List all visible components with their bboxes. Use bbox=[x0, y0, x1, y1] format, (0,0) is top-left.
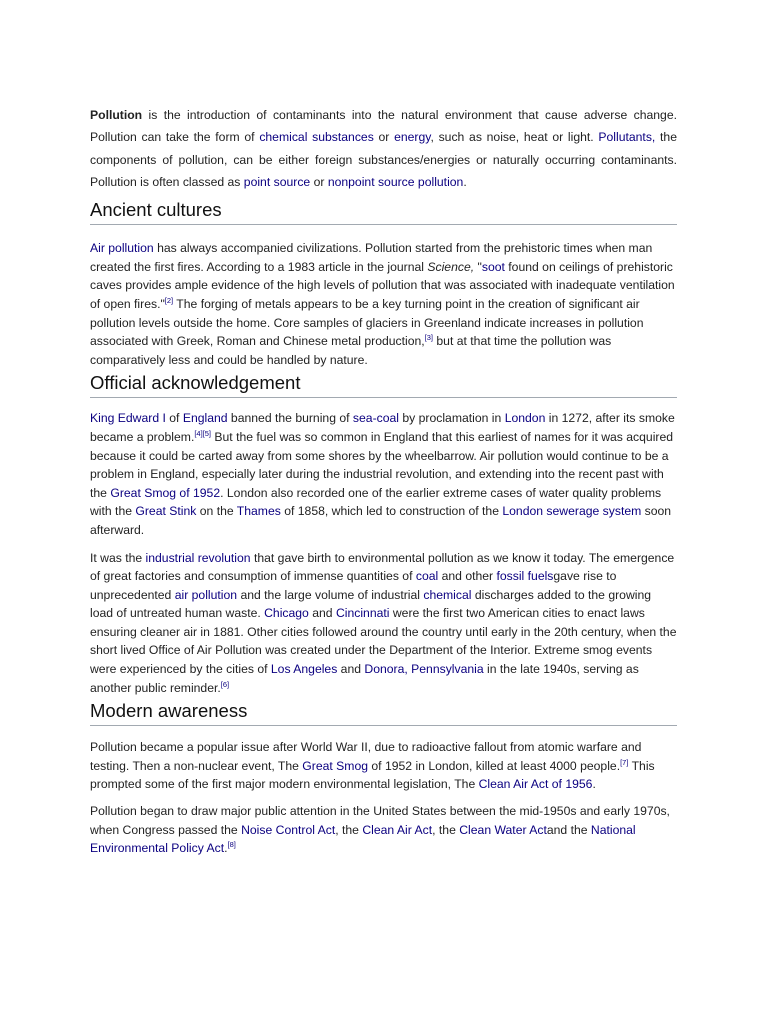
link-air-pollution-2[interactable]: air pollution bbox=[174, 587, 238, 602]
text-run: the components of pollution, can be either foreign substances/energies or naturally occurring contaminants. Pollution is often classed as bbox=[90, 130, 677, 189]
link-noise-control-act[interactable]: Noise Control Act bbox=[241, 822, 336, 837]
text-run: discharges added to the growing load of untreated human waste. bbox=[90, 587, 652, 621]
link-point-source[interactable]: point source bbox=[243, 174, 311, 189]
link-england[interactable]: England bbox=[182, 411, 228, 426]
text-run: found on ceilings of prehistoric caves provides ample evidence of the high levels of pollution that was associated with inadequate ventilation of open fires." bbox=[90, 259, 675, 311]
link-chicago[interactable]: Chicago bbox=[264, 606, 309, 621]
link-industrial-revolution[interactable]: industrial revolution bbox=[145, 550, 251, 565]
text-run: , the bbox=[335, 822, 363, 837]
citation-4[interactable]: [4] bbox=[194, 428, 203, 438]
text-run: This prompted some of the first major modern environmental legislation, The bbox=[90, 758, 655, 792]
modern-paragraph-2 bbox=[90, 802, 677, 858]
link-thames[interactable]: Thames bbox=[236, 504, 281, 519]
link-clean-water-act[interactable]: Clean Water Act bbox=[459, 822, 547, 837]
text-run: of bbox=[165, 411, 183, 426]
text-run: on the bbox=[196, 504, 237, 519]
text-run: that gave birth to environmental pollution as we know it today. The emergence of great factories and consumption of immense quantities of bbox=[90, 550, 675, 584]
link-energy[interactable]: energy bbox=[394, 130, 431, 145]
heading-modern-awareness: Modern awareness bbox=[90, 699, 677, 726]
official-paragraph-2 bbox=[90, 549, 677, 698]
citation-5[interactable]: [5] bbox=[202, 428, 212, 438]
link-great-smog-of-1952[interactable]: Great Smog of 1952 bbox=[110, 485, 221, 500]
link-soot[interactable]: soot bbox=[481, 259, 505, 274]
text-run: . bbox=[463, 174, 467, 189]
text-run: But the fuel was so common in England that this earliest of names for it was acquired because it could be carted away from some shores by the wheelbarrow. Air pollution would continue to be a problem in England, especially later during the industrial revolution, and extending into the recent past with the bbox=[90, 429, 674, 500]
citation-6[interactable]: [6] bbox=[220, 679, 230, 689]
text-run: of 1952 in London, killed at least 4000 people. bbox=[368, 758, 621, 773]
link-great-smog[interactable]: Great Smog bbox=[302, 758, 369, 773]
text-run: is the introduction of contaminants into the natural environment that cause adverse change. Pollution can take the form of bbox=[90, 108, 677, 145]
link-donora-pennsylvania[interactable]: Donora, Pennsylvania bbox=[364, 662, 484, 677]
heading-ancient-cultures: Ancient cultures bbox=[90, 198, 677, 225]
link-sea-coal[interactable]: sea-coal bbox=[352, 411, 399, 426]
link-national-environmental-policy-act[interactable]: National Environmental Policy Act bbox=[90, 822, 636, 856]
text-run: and bbox=[337, 662, 365, 677]
modern-paragraph-1 bbox=[90, 738, 677, 794]
text-run: Pollution began to draw major public attention in the United States between the mid-1950s and early 1970s, when Congress passed the bbox=[90, 804, 670, 837]
text-run: , such as noise, heat or light. bbox=[430, 130, 599, 145]
text-run: in 1272, after its smoke became a problem. bbox=[90, 411, 675, 444]
text-run: but at that time the pollution was comparatively less and could be handled by nature. bbox=[90, 334, 612, 367]
link-clean-air-act[interactable]: Clean Air Act bbox=[362, 822, 433, 837]
link-king-edward[interactable]: King Edward I bbox=[90, 411, 166, 426]
link-los-angeles[interactable]: Los Angeles bbox=[270, 662, 338, 677]
journal-name: Science, bbox=[427, 259, 475, 274]
text-run: It was the bbox=[90, 550, 146, 565]
text-run: gave rise to unprecedented bbox=[90, 569, 617, 602]
link-nonpoint-source-pollution[interactable]: nonpoint source pollution bbox=[327, 174, 464, 189]
ancient-cultures-paragraph bbox=[90, 239, 677, 369]
text-run: . London also recorded one of the earlier extreme cases of water quality problems with the bbox=[90, 485, 662, 519]
text-run: of 1858, which led to construction of the bbox=[280, 504, 503, 519]
citation-3[interactable]: [3] bbox=[424, 333, 434, 343]
link-pollutants[interactable]: Pollutants, bbox=[598, 130, 656, 145]
text-run: or bbox=[373, 130, 395, 145]
text-run: soon afterward. bbox=[90, 504, 672, 537]
text-run: were the first two American cities to enact laws ensuring cleaner air in 1881. Other cities followed around the country until early in the 20th century, when the short lived Office of Air Pollution was created under the Department of the Interior. Extreme smog events were experienced by the cities of bbox=[90, 606, 677, 677]
citation-7[interactable]: [7] bbox=[620, 757, 629, 767]
text-run: Pollution became a popular issue after World War II, due to radioactive fallout from atomic warfare and testing. Then a non-nuclear event, The bbox=[90, 740, 642, 773]
citation-2[interactable]: [2] bbox=[164, 295, 174, 305]
text-run: in the late 1940s, serving as another public reminder. bbox=[90, 662, 639, 695]
text-run: or bbox=[310, 174, 328, 189]
link-london[interactable]: London bbox=[504, 411, 546, 426]
text-run: and bbox=[308, 606, 336, 621]
text-run: The forging of metals appears to be a key turning point in the creation of significant air pollution levels outside the home. Core samples of glaciers in Greenland indicate increases in pollution associated with Greek, Roman and Chinese metal production, bbox=[90, 296, 644, 349]
link-great-stink[interactable]: Great Stink bbox=[135, 504, 197, 519]
heading-official-acknowledgement: Official acknowledgement bbox=[90, 371, 677, 398]
link-cincinnati[interactable]: Cincinnati bbox=[335, 606, 390, 621]
text-run: , the bbox=[432, 822, 460, 837]
text-run: " bbox=[474, 259, 482, 274]
link-clean-air-act-of-1956[interactable]: Clean Air Act of 1956 bbox=[478, 777, 593, 792]
text-run: banned the burning of bbox=[227, 411, 353, 426]
text-run: and other bbox=[438, 569, 497, 584]
link-chemical[interactable]: chemical bbox=[423, 587, 472, 602]
link-london-sewerage-system[interactable]: London sewerage system bbox=[502, 504, 642, 519]
text-run: . bbox=[224, 841, 228, 856]
text-run: and the large volume of industrial bbox=[237, 587, 424, 602]
link-fossil-fuels[interactable]: fossil fuels bbox=[496, 569, 554, 584]
text-run: . bbox=[592, 777, 596, 792]
link-air-pollution[interactable]: Air pollution bbox=[90, 241, 154, 256]
official-paragraph-1 bbox=[90, 409, 677, 539]
citation-8[interactable]: [8] bbox=[227, 840, 236, 850]
text-run: by proclamation in bbox=[399, 411, 505, 426]
article-body bbox=[90, 104, 677, 858]
link-chemical-substances[interactable]: chemical substances bbox=[259, 130, 374, 145]
intro-paragraph bbox=[90, 104, 677, 193]
text-run: has always accompanied civilizations. Pollution started from the prehistoric times when man created the first fires. According to a 1983 article in the journal bbox=[90, 241, 653, 274]
lead-term: Pollution bbox=[90, 108, 143, 122]
text-run: and the bbox=[546, 822, 591, 837]
link-coal[interactable]: coal bbox=[415, 569, 439, 584]
